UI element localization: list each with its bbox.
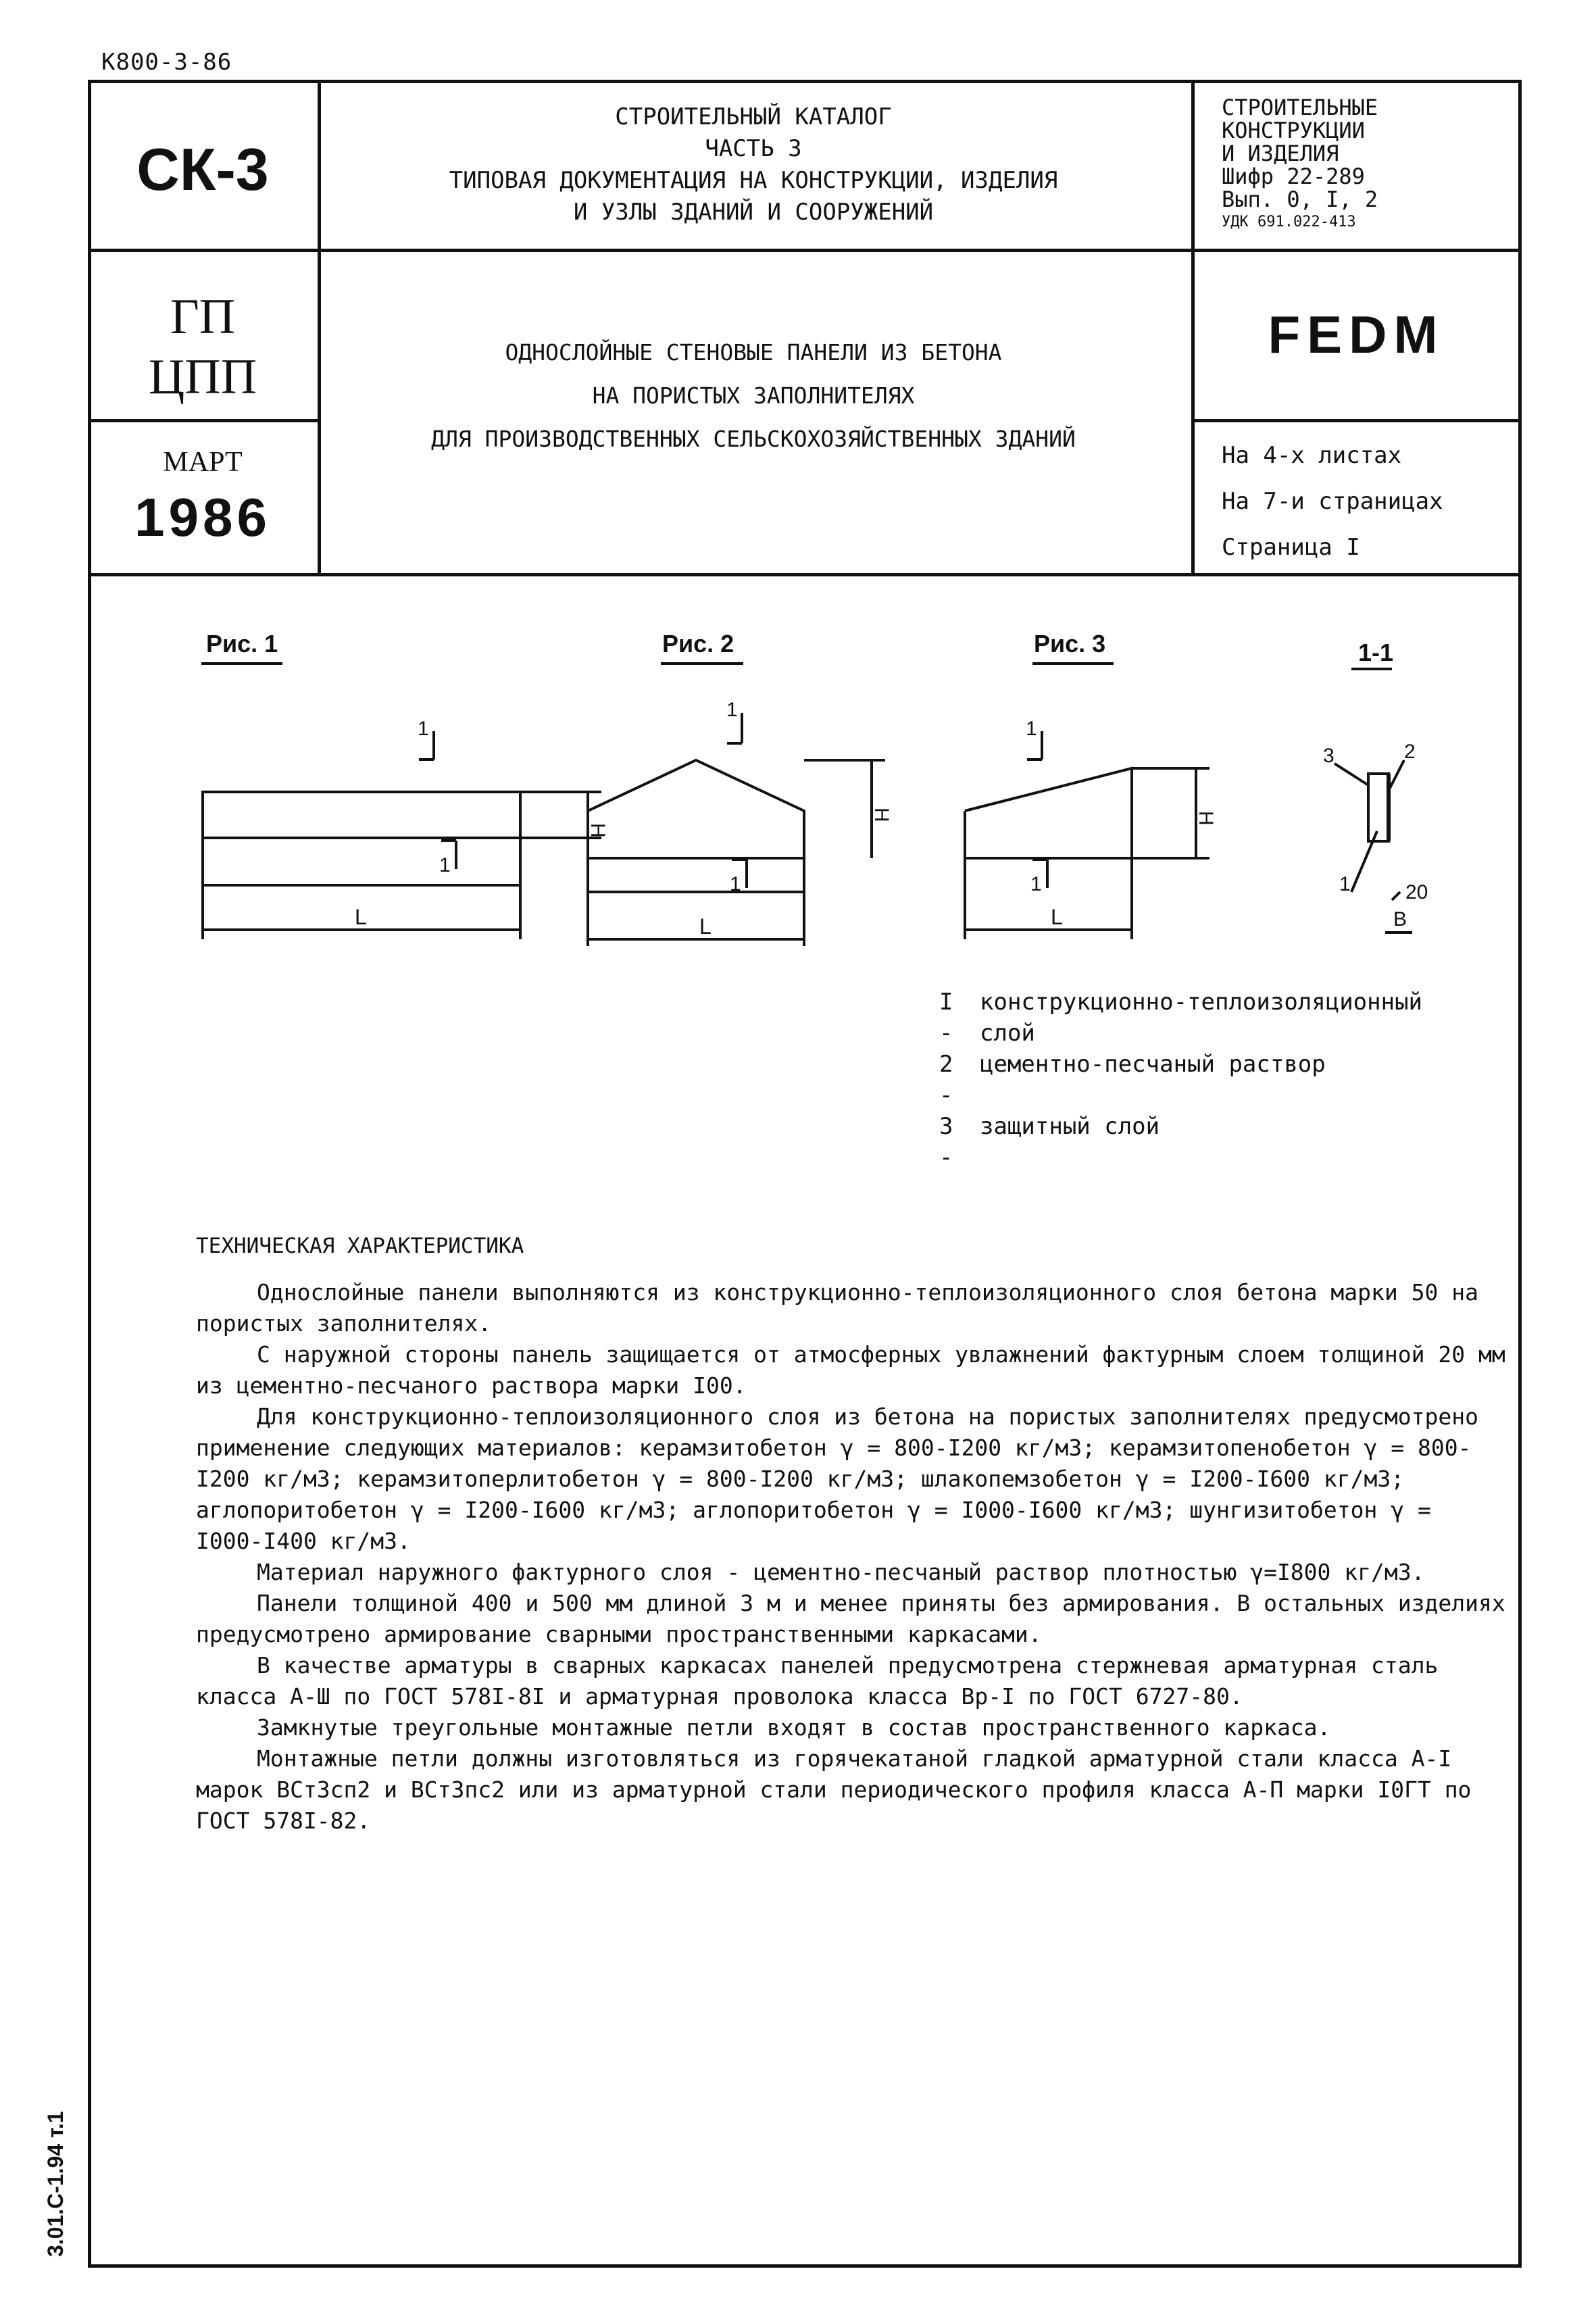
- tech-paragraph: В качестве арматуры в сварных каркасах панелей предусмотрена стержневая арматурная сталь класса А-Ш по ГОСТ 578I-8I и арматурная проволока класса Вр-I по ГОСТ 6727-80.: [196, 1652, 1439, 1710]
- sheet-info: [1222, 432, 1443, 570]
- legend-text: защитный слой: [980, 1113, 1160, 1140]
- figure-legend: [939, 987, 1466, 1173]
- classification-line-2: КОНСТРУКЦИИ: [1222, 118, 1365, 143]
- legend-number: 3 -: [939, 1113, 953, 1171]
- tech-paragraph: Панели толщиной 400 и 500 мм длиной 3 м и менее приняты без армирования. В остальных изделиях предусмотрено армирование сварными пространственными каркасами.: [196, 1590, 1505, 1647]
- tech-paragraph: Однослойные панели выполняются из конструкционно-теплоизоляционного слоя бетона марки 50 на пористых заполнителях.: [196, 1279, 1478, 1337]
- figure-3-label: Рис. 3: [1034, 630, 1106, 657]
- height-label-3: Н: [1195, 811, 1217, 826]
- sheet-count: На 4-х листах: [1222, 442, 1402, 469]
- document-code: К800-3-86: [101, 49, 232, 76]
- tech-body: [196, 1277, 1507, 1837]
- side-code: 3.01.С-1.94 т.1: [43, 2111, 68, 2257]
- legend-item: [939, 1049, 1466, 1111]
- catalog-line-4: И УЗЛЫ ЗДАНИЙ И СООРУЖЕНИЙ: [573, 199, 934, 226]
- classification-line-6: УДК 691.022-413: [1222, 214, 1356, 230]
- cut-mark-3a: 1: [1026, 718, 1037, 740]
- legend-item: [939, 987, 1466, 1049]
- title-line-3: ДЛЯ ПРОИЗВОДСТВЕННЫХ СЕЛЬСКОХОЗЯЙСТВЕННЫХ ЗДАНИЙ: [431, 426, 1076, 452]
- stamp-divider-3: [1191, 419, 1518, 422]
- cut-mark-2a: 1: [726, 699, 738, 721]
- cut-mark-1b: 1: [439, 854, 451, 876]
- document-title: [318, 331, 1189, 461]
- stamp-code: СК-3: [136, 136, 269, 203]
- length-label-2: L: [699, 914, 712, 939]
- stamp-sections-text: ГП ЦПП: [148, 289, 257, 405]
- classification-line-4: Шифр 22-289: [1222, 164, 1365, 189]
- stamp-year: 1986: [134, 487, 271, 547]
- document-code-fedm: FEDM: [1268, 305, 1445, 364]
- legend-text: цементно-песчаный раствор: [980, 1051, 1326, 1078]
- catalog-line-1: СТРОИТЕЛЬНЫЙ КАТАЛОГ: [615, 103, 892, 130]
- tech-paragraph: Материал наружного фактурного слоя - цементно-песчаный раствор плотностью γ=I800 кг/м3.: [257, 1559, 1425, 1585]
- height-label-1: Н: [587, 823, 609, 838]
- title-line-1: ОДНОСЛОЙНЫЕ СТЕНОВЫЕ ПАНЕЛИ ИЗ БЕТОНА: [505, 339, 1002, 366]
- legend-item: [939, 1111, 1466, 1173]
- section-label: 1-1: [1358, 639, 1394, 666]
- classification-line-5: Вып. 0, I, 2: [1222, 186, 1378, 212]
- legend-number: 2 -: [939, 1051, 953, 1109]
- stamp-divider-1: [91, 249, 1518, 252]
- cut-mark-2b: 1: [730, 873, 741, 895]
- legend-text: конструкционно-теплоизоляционный слой: [980, 989, 1423, 1047]
- classification-line-3: И ИЗДЕЛИЯ: [1222, 141, 1339, 166]
- stamp-sections: [91, 287, 314, 407]
- tech-paragraph: Замкнутые треугольные монтажные петли входят в состав пространственного каркаса.: [257, 1714, 1331, 1741]
- length-label-3: L: [1051, 905, 1063, 929]
- catalog-line-3: ТИПОВАЯ ДОКУМЕНТАЦИЯ НА КОНСТРУКЦИИ, ИЗДЕЛИЯ: [449, 167, 1058, 194]
- page-count: На 7-и страницах: [1222, 488, 1443, 515]
- cut-mark-1a: 1: [418, 718, 429, 740]
- catalog-header: [318, 101, 1189, 228]
- section-callout-2: 2: [1404, 741, 1416, 763]
- stamp-month: МАРТ: [163, 447, 243, 478]
- tech-paragraph: Монтажные петли должны изготовляться из горячекатаной гладкой арматурной стали класса А-I марок ВСт3сп2 и ВСт3пс2 или из арматурной стали периодического профиля класса А-П марки I0ГТ по ГОСТ 578I-82.: [196, 1745, 1472, 1834]
- page-number: Страница I: [1222, 534, 1360, 561]
- cut-mark-3b: 1: [1030, 873, 1042, 895]
- length-label-1: L: [355, 905, 367, 929]
- section-callout-1: 1: [1339, 873, 1351, 895]
- panel-figures: [88, 608, 1507, 987]
- section-dim-b: В: [1393, 908, 1407, 930]
- section-callout-3: 3: [1323, 745, 1335, 767]
- title-line-2: НА ПОРИСТЫХ ЗАПОЛНИТЕЛЯХ: [592, 382, 915, 409]
- figure-3-drawing: [965, 664, 1210, 939]
- stamp-divider-4: [91, 573, 1518, 576]
- figure-1-drawing: [201, 664, 601, 939]
- height-label-2: Н: [870, 807, 893, 822]
- tech-paragraph: Для конструкционно-теплоизоляционного слоя из бетона на пористых заполнителях предусмотрено применение следующих материалов: керамзитобетон γ = 800-I200 кг/м3; керамзитопенобетон γ = 800-I200 кг/м3; керамзитоперлитобетон γ = 800-I200 кг/м3; шлакопемзобетон γ = I200-I600 кг/м3; аглопоритобетон γ = I200-I600 кг/м3; аглопоритобетон γ = I000-I600 кг/м3; шунгизитобетон γ = I000-I400 кг/м3.: [196, 1403, 1478, 1554]
- figure-1-label: Рис. 1: [206, 630, 278, 657]
- section-dim-20: 20: [1405, 881, 1428, 903]
- tech-heading: ТЕХНИЧЕСКАЯ ХАРАКТЕРИСТИКА: [196, 1234, 524, 1258]
- stamp-divider-2: [91, 419, 318, 422]
- catalog-classification: [1222, 96, 1378, 234]
- figure-2-label: Рис. 2: [662, 630, 734, 657]
- legend-number: I -: [939, 989, 953, 1047]
- catalog-line-2: ЧАСТЬ 3: [705, 135, 802, 162]
- classification-line-1: СТРОИТЕЛЬНЫЕ: [1222, 95, 1378, 120]
- tech-paragraph: С наружной стороны панель защищается от атмосферных увлажнений фактурным слоем толщиной 20 мм из цементно-песчаного раствора марки I00.: [196, 1341, 1505, 1399]
